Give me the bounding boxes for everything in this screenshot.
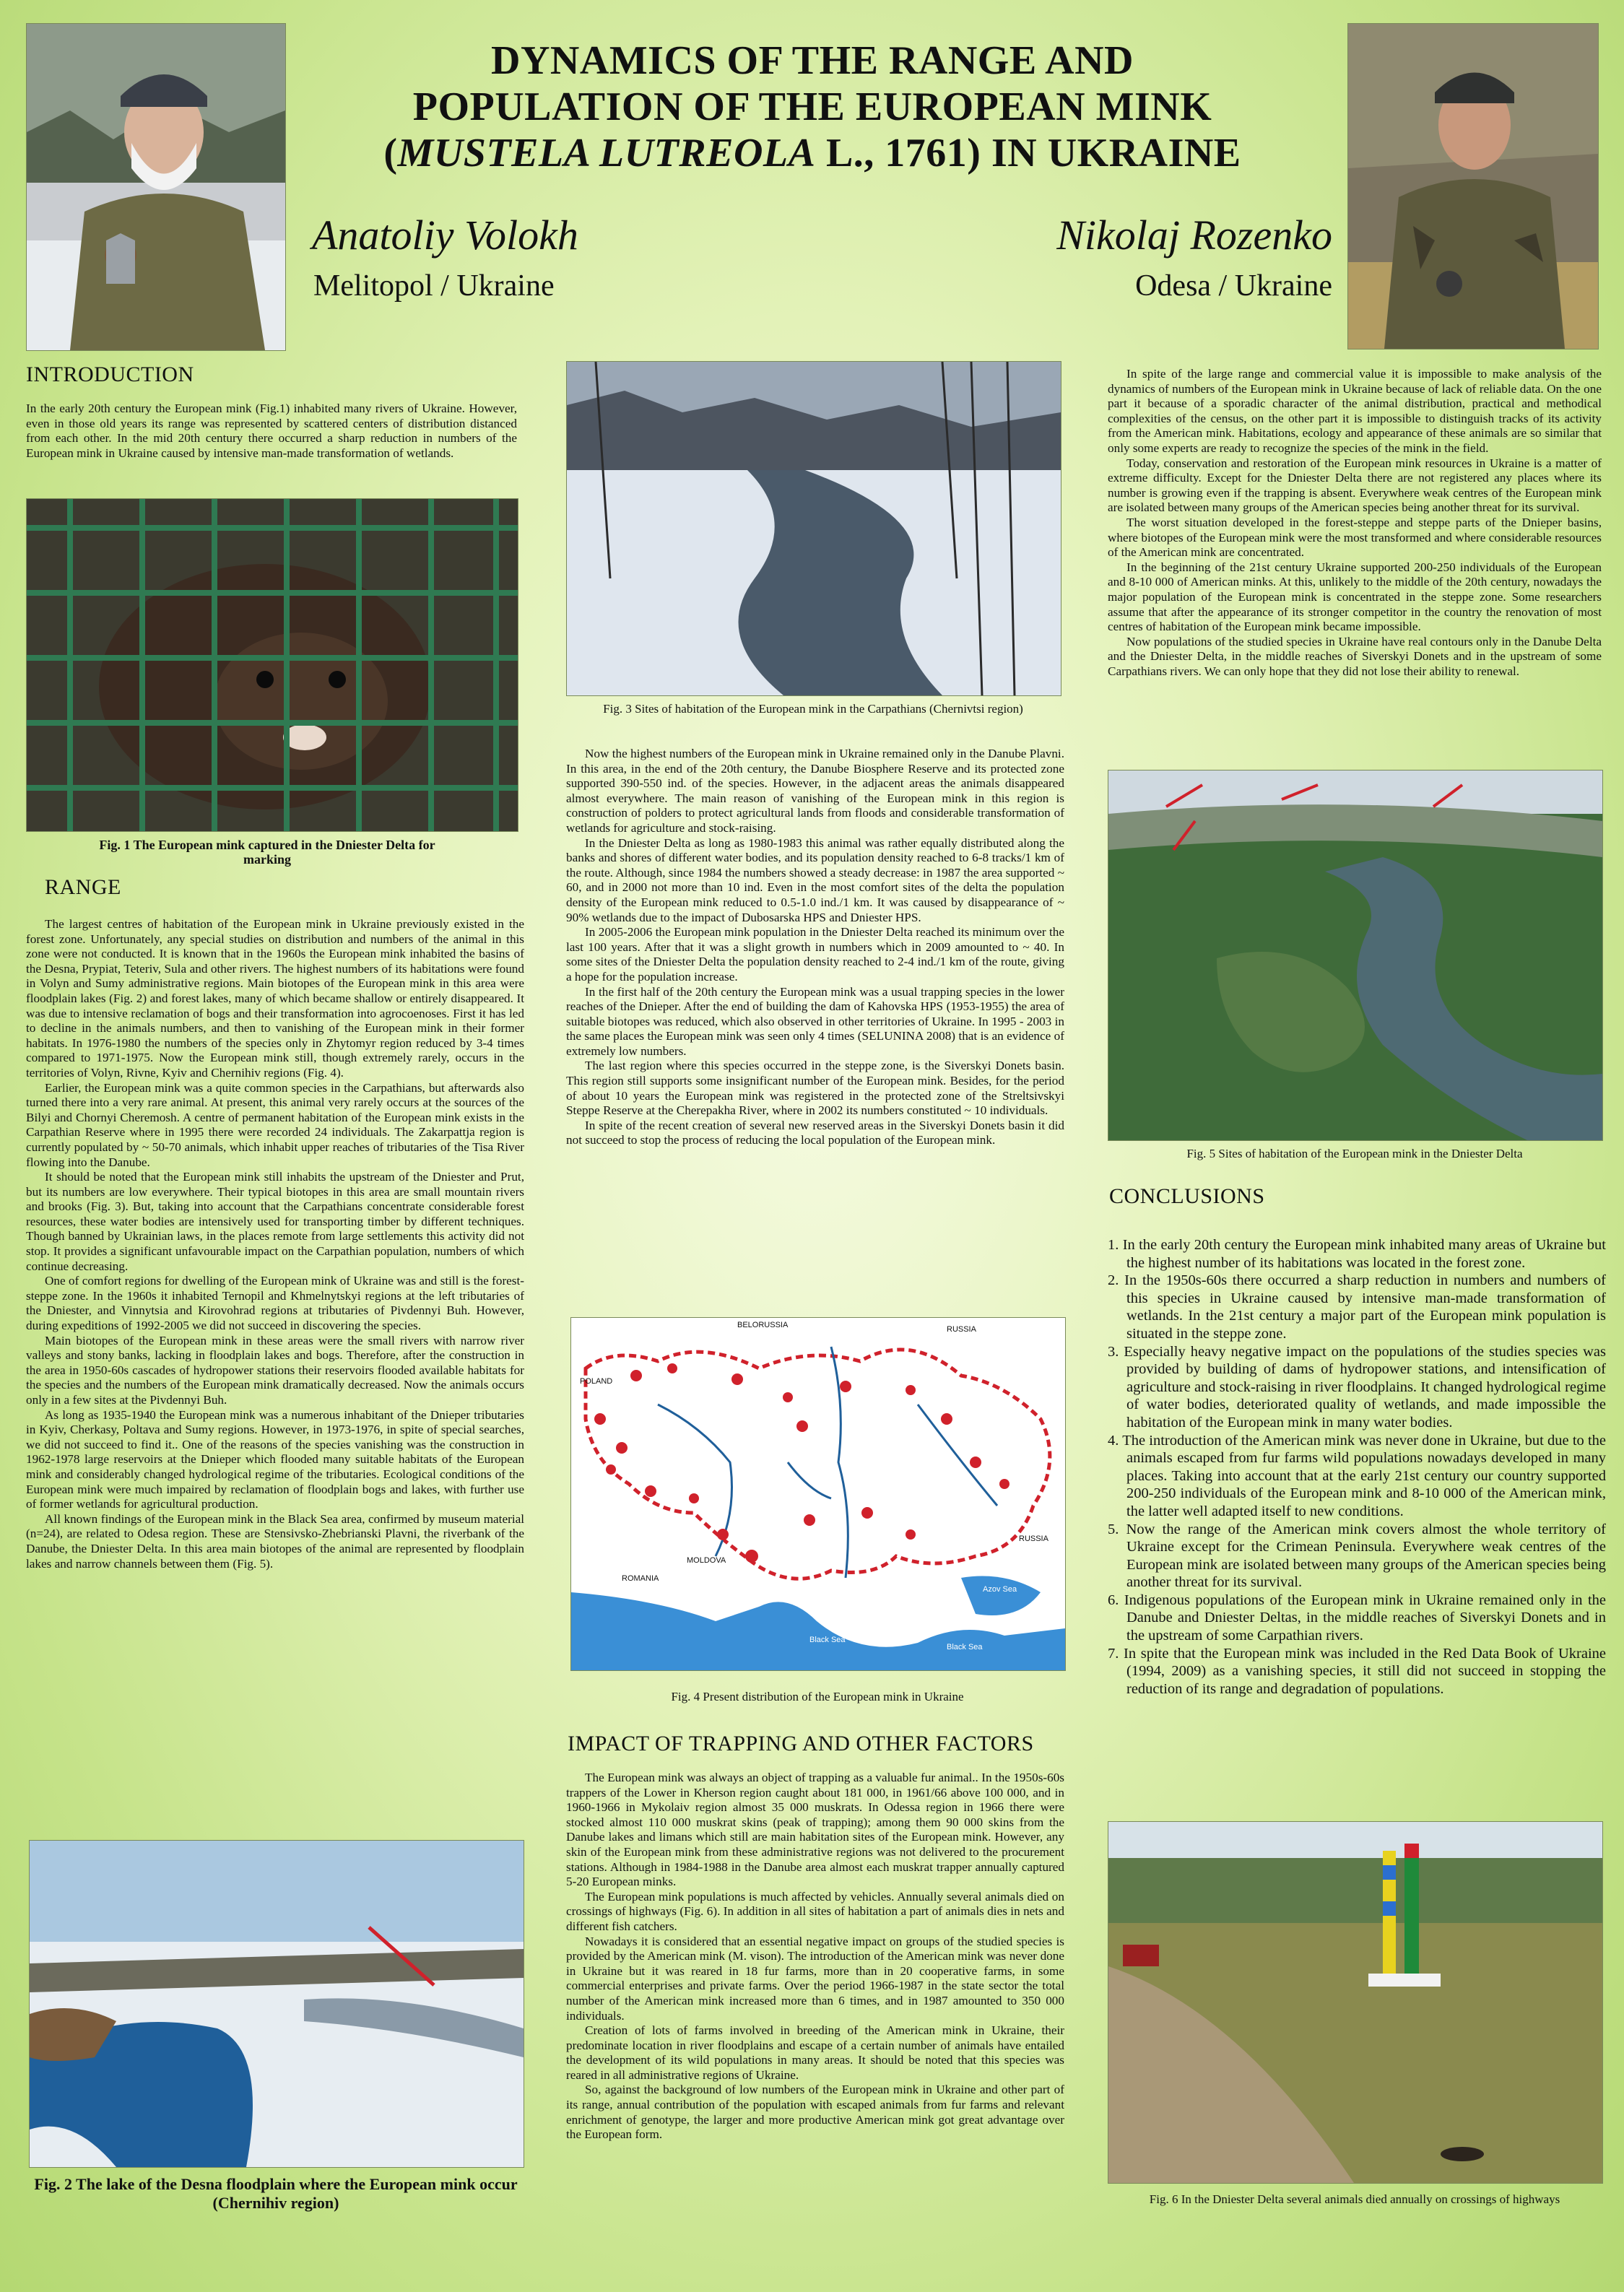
fig3-photo-carpathian-river [566,361,1061,696]
right-paragraph-1: In spite of the large range and commercial value it is impossible to make analysis of the dynamics of numbers of the European mink in Ukraine because of lack of reliable data. On the one part it because of a sporadic character of the animal distribution, practical and methodical complexities of the census, on the other part it is impossible to distinguish tracks of its activity from the American mink. Habitations, ecology and appearance of these animals are so similar that only some experts are ready to recognize the species of the mink in the field. [1108,367,1602,455]
impact-paragraph-2: The European mink populations is much affected by vehicles. Annually several animals died on crossings of highways (Fig. 6). In addition in all sites of habitation a part of animals dies in nets and different fish catchers. [566,1889,1064,1933]
map-label-black-sea: Black Sea [809,1636,846,1644]
right-paragraph-2: Today, conservation and restoration of the European mink resources in Ukraine is a matter of extreme difficulty. Except for the Dniester Delta there are not registered any places where its number is growing even if the trapping is absent. Everywhere weak centres of the European mink are isolated between many groups of the American species being another threat for its survival. [1108,456,1602,515]
range-paragraph-3: It should be noted that the European mink still inhabits the upstream of the Dniester and Prut, but its numbers are low everywhere. Their typical biotopes in this area are small mountain rivers and brooks (Fig. 3). But, taking into account that the Carpathians concentrate considerable forest resources, these water bodies are intensively used for transporting timber by different techniques. Though banned by Ukrainian laws, in the places remote from large settlements this activity did not stop. It provides a significant unfavourable impact on the Carpathian population, numbers of which continue decreasing. [26,1170,524,1273]
section-heading-introduction: INTRODUCTION [26,363,194,386]
fig5-caption: Fig. 5 Sites of habitation of the European mink in the Dniester Delta [1186,1147,1523,1160]
right-paragraph-3: The worst situation developed in the forest-steppe and steppe parts of the Dnieper basins, where biotopes of the European mink were the most transformed and where considerable resources of the American mink are concentrated. [1108,515,1602,560]
map-label-russia-east: RUSSIA [1019,1534,1048,1543]
range-paragraph-7: All known findings of the European mink in the Black Sea area, confirmed by museum material (n=24), are related to Odesa region. These are Stensivsko-Zhebrianski Plavni, the riverbank of the Danube, the Dniester Delta. In this area main biotopes of the animal are represented by floodplain lakes and narrow channels between them (Fig. 5). [26,1511,524,1571]
conclusion-item-7: 7. In spite that the European mink was included in the Red Data Book of Ukraine (1994, 2009) as a vanishing species, it still did not succeed in stopping the reduction of its range and degradation of populations. [1108,1645,1606,1697]
title-line-3-rest: L., 1761) IN UKRAINE [815,131,1241,175]
section-heading-range: RANGE [45,875,121,899]
right-paragraph-4: In the beginning of the 21st century Ukraine supported 200-250 individuals of the European and 8-10 000 of American minks. At this, unlikely to the middle of the 20th century, nowadays the major population of the European mink is concentrated in the steppe zone. Some researchers assume that after the appearance of its stronger competitor in the country the renovation of most centres of habitation of the European mink became impossible. [1108,560,1602,634]
middle-text [566,747,1064,1148]
fig3-caption: Fig. 3 Sites of habitation of the European mink in the Carpathians (Chernivtsi region) [603,702,1023,716]
conclusions-list [1108,1236,1606,1698]
map-label-belorussia: BELORUSSIA [737,1321,789,1329]
impact-paragraph-1: The European mink was always an object of trapping as a valuable fur animal.. In the 1950s-60s trappers of the Lower in Kherson region caught about 181 000, in 1961/66 above 100 000, and in 1960-1966 in Mykolaiv region almost 35 000 muskrats. In Odessa region in 1966 there were stocked almost 110 000 muskrat skins (peak of trapping); among them 90 000 skins from the Danube lakes and limans which still are main habitation sites of the European mink. However, any skin of the European mink from these administrative regions was not delivered to the procurement stations. Although in 1984-1988 in the Danube area almost each muskrat trapper annually captured 5-20 European minks. [566,1771,1064,1889]
map-label-romania: ROMANIA [622,1574,659,1583]
fig6-caption: Fig. 6 In the Dniester Delta several animals died annually on crossings of highways [1149,2192,1560,2206]
impact-text [566,1771,1064,2143]
map-label-moldova: MOLDOVA [687,1556,726,1565]
fig2-caption: Fig. 2 The lake of the Desna floodplain where the European mink occur (Chernihiv region) [34,2175,518,2212]
author-name-1: Anatoliy Volokh [312,212,578,259]
author-place-1: Melitopol / Ukraine [313,269,555,303]
author-name-2: Nikolaj Rozenko [1056,212,1332,259]
range-paragraph-5: Main biotopes of the European mink in these areas were the small rivers with narrow river valleys and stony banks, lacking in floodplain lakes and bogs. Therefore, after the construction in the area in 1950-60s cascades of hydropower stations their reservoirs flooded available habitats for the species and the numbers of the European mink dramatically decreased. Now the animals occurs only in a few sites at the Pivdennyi Buh. [26,1333,524,1407]
conclusion-item-5: 5. Now the range of the American mink covers almost the whole territory of Ukraine except for the Crimean Peninsula. Everywhere weak centres of the European mink are isolated between many groups of the American species being another threat for its survival. [1108,1521,1606,1591]
map-label-azov-sea: Azov Sea [983,1585,1017,1594]
section-heading-conclusions: CONCLUSIONS [1109,1184,1265,1208]
title-line-2: POPULATION OF THE EUROPEAN MINK [412,84,1212,129]
range-paragraph-2: Earlier, the European mink was a quite common species in the Carpathians, but afterwards also turned there into a very rare animal. At present, this animal very rarely occurs at the sources of the Bilyi and Chornyi Cheremosh. A centre of permanent habitation of the European mink exists in the Carpathian Reserve where in 1995 there were recorded 24 individuals. The Zakarpattja region is currently populated by ~ 50-70 animals, which inhabit upper reaches of tributaries of the Tisa River flowing into the Danube. [26,1080,524,1169]
conclusion-item-6: 6. Indigenous populations of the European mink in Ukraine remained only in the Danube and Dniester Deltas, in the middle reaches of Siverskyi Donets and in the upstream of some Carpathian rivers. [1108,1592,1606,1644]
map-label-russia-north: RUSSIA [947,1325,976,1334]
conclusion-item-4: 4. The introduction of the American mink was never done in Ukraine, but due to the animals escaped from fur farms wild populations nowadays developed in many places. Taking into account that at the early 21st century our country supported 200-250 individuals of the European mink and 8-10 000 of the American mink, the latter well adapted itself to new conditions. [1108,1432,1606,1519]
introduction-text [26,401,517,461]
fig4-caption: Fig. 4 Present distribution of the European mink in Ukraine [671,1690,964,1703]
fig2-photo-desna-lake [29,1840,524,2168]
photo-author-volokh [26,23,286,351]
middle-paragraph-5: The last region where this species occurred in the steppe zone, is the Siverskyi Donets basin. This region still supports some insignificant number of the European mink. Besides, for the period of about 10 years the European mink was registered in the protected zone of the Streltsivskyi Steppe Reserve at the Cherepakha River, where in 2002 its numbers constituted ~ 10 individuals. [566,1059,1064,1118]
conclusion-item-2: 2. In the 1950s-60s there occurred a sharp reduction in numbers and numbers of this species in Ukraine caused by intensive man-made transformation of wetlands. In the 21st century a major part of the European mink population is situated in the steppe zone. [1108,1272,1606,1342]
range-paragraph-6: As long as 1935-1940 the European mink was a numerous inhabitant of the Dnieper tributaries in Kyiv, Cherkasy, Poltava and Sumy regions. However, in 1973-1976, in spite of special searches, we did not succeed to find it.. One of the reasons of the species vanishing was the construction in 1962-1978 large reservoirs at the Dnieper which flooded many suitable habitats of the European mink and considerably changed hydrological regime of the tributaries. Ecological conditions of the European mink were much impaired by reclamation of floodplain bogs and lakes, with further use of former wetlands for agricultural production. [26,1407,524,1511]
fig4-map-distribution [570,1317,1066,1671]
middle-paragraph-6: In spite of the recent creation of several new reserved areas in the Siverskyi Donets basin it did not succeed to stop the process of reducing the local population of the European mink. [566,1118,1064,1147]
conclusion-item-1: 1. In the early 20th century the European mink inhabited many areas of Ukraine but the highest number of its habitations was located in the forest zone. [1108,1237,1606,1271]
fig1-caption: Fig. 1 The European mink captured in the Dniester Delta for marking [99,838,435,867]
map-label-poland: POLAND [580,1377,613,1386]
title-species-name: MUSTELA LUTREOLA [397,131,816,175]
title-line-1: DYNAMICS OF THE RANGE AND [491,38,1134,83]
middle-paragraph-1: Now the highest numbers of the European mink in Ukraine remained only in the Danube Plavni. In this area, in the end of the 20th century, the Danube Biosphere Reserve and its protected zone supported 390-550 ind. of the species. However, in the adjacent areas the animals disappeared almost everywhere. The main reason of vanishing of the European mink in this region is construction of polders to protect agricultural lands from floods and considerable transformation of wetlands for agriculture and stock-raising. [566,747,1064,835]
right-paragraph-5: Now populations of the studied species in Ukraine have real contours only in the Danube Delta and the Dniester Delta, in the middle reaches of Siverskyi Donets and in the upstream of some Carpathians rivers. We can only hope that they did not lose their ability to renewal. [1108,634,1602,678]
range-paragraph-4: One of comfort regions for dwelling of the European mink of Ukraine was and still is the forest-steppe zone. In the 1960s it inhabited Ternopil and Khmelnytskyi regions at the left tributaries of the Dniester, and Vinnytsia and Kirovohrad regions at tributaries of Pivdennyi Buh. However, during expeditions of 1992-2005 we did not succeed in discovering the species. [26,1274,524,1333]
middle-paragraph-4: In the first half of the 20th century the European mink was a usual trapping species in the lower reaches of the Dnieper. After the end of building the dam of Kahovska HPS (1953-1955) the area of suitable biotopes was reduced, which also observed in other territories of Ukraine. In 1995 - 2003 in the same places the European mink was seen only 4 times (SELUNINA 2008) that is an evidence of extremely low numbers. [566,984,1064,1058]
fig6-photo-highway [1108,1821,1603,2184]
section-heading-impact: IMPACT OF TRAPPING AND OTHER FACTORS [568,1732,1034,1755]
middle-paragraph-2: In the Dniester Delta as long as 1980-1983 this animal was rather equally distributed along the banks and shores of different water bodies, and its population density reached to 6-8 tracks/1 km of the route. Although, since 1984 the numbers showed a steady decrease: in 1987 the area supported ~ 60, and in 2000 not more than 10 ind. Even in the most comfort sites of the delta the population density of the European mink reduced to 0.5-1.0 ind./1 km. It was caused by disappearance of ~ 90% wetlands due to the impact of Dubosarska HPS and Dniester HPS. [566,835,1064,924]
middle-paragraph-3: In 2005-2006 the European mink population in the Dniester Delta reached its minimum over the last 100 years. After that it was a slight growth in numbers which in 2009 amounted to ~ 40. In some sites of the Dniester Delta the population density reached to 2-4 ind./1 km of the route, giving a hope for the population increase. [566,925,1064,984]
conclusion-item-3: 3. Especially heavy negative impact on the populations of the studies species was provided by building of dams of hydropower stations, and intensification of agriculture and stock-raising in river floodplains. It changed hydrological regime of water bodies, deteriorated quality of wetlands, and made impossible the habitation of the European mink in many water bodies. [1108,1343,1606,1431]
right-text [1108,367,1602,679]
impact-paragraph-3: Nowadays it is considered that an essential negative impact on groups of the studied species is provided by the American mink (M. vison). The introduction of the American mink was never done in Ukraine but it was reared in 18 fur farms, more than in 20 cooperative farms, in some commercial enterprises and private farms. Over the period 1966-1987 in the state sector the total number of the American mink increased more than 6 times, and in 1987 amounted to 350 000 individuals. [566,1934,1064,2023]
map-label-black-sea-2: Black Sea [947,1643,983,1651]
range-paragraph-1: The largest centres of habitation of the European mink in Ukraine previously existed in the forest zone. Unfortunately, any special studies on distribution and numbers of the animal in this zone were not conducted. It is known that in the 1960s the European mink inhabited the basins of the Desna, Prypiat, Teteriv, Sula and other rivers. The highest numbers of its habitations were found in Volyn and Sumy administrative regions. Main biotopes of the European mink in this area were floodplain lakes (Fig. 2) and forest lakes, many of which became shallow or entirely disappeared. It was due to intensive reclamation of bogs and their transformation into agrocoenoses. First it has led to decline in the animals numbers, and then to vanishing of the European mink in their former habitats. In 1976-1980 the numbers of the species only in Zhytomyr region reduced by 3-4 times compared to 1971-1975. Now the European mink still, though extremely rarely, occurs in the territories of Volyn, Rivne, Kyiv and Chernihiv regions (Fig. 4). [26,917,524,1080]
title-line-3 [289,130,1336,176]
title-line-3-open: ( [383,131,398,175]
author-place-2: Odesa / Ukraine [1135,269,1332,303]
introduction-paragraph: In the early 20th century the European mink (Fig.1) inhabited many rivers of Ukraine. However, even in those old years its range was represented by scattered centers of distribution distanced from each other. In the mid 20th century there occurred a sharp reduction in numbers of the European mink in Ukraine caused by intensive man-made transformation of wetlands. [26,401,517,460]
photo-author-rozenko [1347,23,1599,350]
range-text [26,917,524,1571]
impact-paragraph-5: So, against the background of low numbers of the European mink in Ukraine and other part of its range, annual contribution of the population with escaped animals from fur farms and relevant enrichment of genotype, the larger and more productive American mink got great advantage over the European form. [566,2083,1064,2142]
impact-paragraph-4: Creation of lots of farms involved in breeding of the American mink in Ukraine, their predominate location in river floodplains and escape of a certain number of animals have entailed the development of its wild populations in many areas. It should be noted that this species was reared in all administrative regions of Ukraine. [566,2023,1064,2082]
poster-title [289,38,1336,176]
fig5-photo-dniester-delta [1108,770,1603,1141]
fig1-photo-mink [26,498,518,832]
